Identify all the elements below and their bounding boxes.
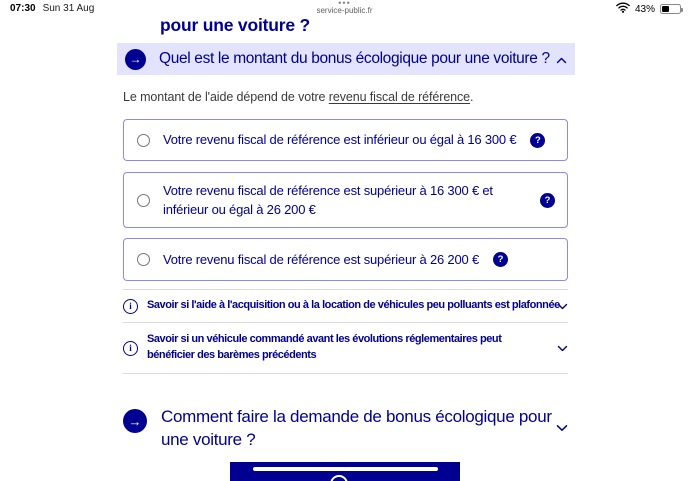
accordion-demande-title: Comment faire la demande de bonus écologique pour une voiture ?	[161, 407, 552, 450]
clipped-previous-heading: pour une voiture ?	[160, 15, 311, 35]
radio-button[interactable]	[137, 134, 150, 147]
radio-button[interactable]	[137, 253, 150, 266]
accordion-montant-header[interactable]	[117, 43, 575, 75]
revenu-fiscal-link[interactable]: revenu fiscal de référence	[328, 90, 471, 104]
radio-button[interactable]	[137, 194, 150, 207]
ellipsis-icon: •••	[338, 0, 351, 8]
wifi-icon	[616, 2, 630, 16]
info-link-baremes-precedents[interactable]	[123, 323, 568, 373]
chevron-down-icon	[557, 339, 568, 357]
banner-circle	[330, 475, 348, 481]
option-label: Votre revenu fiscal de référence est supérieur à 16 300 € et inférieur ou égal à 26 200 €	[163, 182, 493, 217]
date: Sun 31 Aug	[42, 3, 95, 14]
bottom-banner	[230, 462, 460, 481]
option-label: Votre revenu fiscal de référence est supérieur à 26 200 €	[163, 251, 479, 267]
info-link-label: Savoir si un véhicule commandé avant les évolutions réglementaires peut bénéficier des barèmes précédents	[147, 333, 502, 361]
status-center	[0, 0, 689, 15]
battery-nub	[681, 8, 683, 12]
accordion-montant-title: Quel est le montant du bonus écologique pour une voiture ?	[159, 50, 550, 67]
chevron-up-icon	[556, 51, 567, 69]
intro-paragraph	[123, 90, 473, 104]
info-link-label: Savoir si l'aide à l'acquisition ou à la location de véhicules peu polluants est plafonnée	[147, 299, 560, 312]
help-icon[interactable]: ?	[530, 133, 545, 148]
arrow-right-icon: →	[123, 409, 147, 433]
arrow-right-icon: →	[125, 49, 146, 70]
status-bar	[0, 0, 689, 16]
site-domain: service-public.fr	[316, 6, 373, 15]
option-revenu-entre-16300-26200[interactable]	[123, 172, 568, 228]
info-icon: i	[123, 341, 138, 356]
info-link-aide-plafonnee[interactable]	[123, 290, 568, 322]
battery-fill	[662, 6, 669, 12]
option-revenu-superieur-26200[interactable]	[123, 238, 568, 281]
accordion-demande-header[interactable]	[123, 405, 568, 452]
intro-text-after: .	[470, 90, 474, 104]
battery-percent: 43%	[634, 3, 655, 15]
option-label: Votre revenu fiscal de référence est inférieur ou égal à 16 300 €	[163, 132, 517, 148]
help-icon[interactable]: ?	[493, 252, 508, 267]
divider	[123, 373, 568, 374]
option-revenu-inferieur-16300[interactable]	[123, 119, 568, 161]
chevron-down-icon	[557, 297, 568, 315]
intro-text-before: Le montant de l'aide dépend de votre	[123, 90, 329, 104]
status-right	[616, 2, 681, 16]
battery-icon	[660, 4, 681, 14]
banner-line	[253, 467, 438, 471]
chevron-down-icon	[556, 419, 568, 437]
clock: 07:30	[10, 3, 36, 14]
info-icon: i	[123, 299, 138, 314]
help-icon[interactable]: ?	[540, 193, 555, 208]
